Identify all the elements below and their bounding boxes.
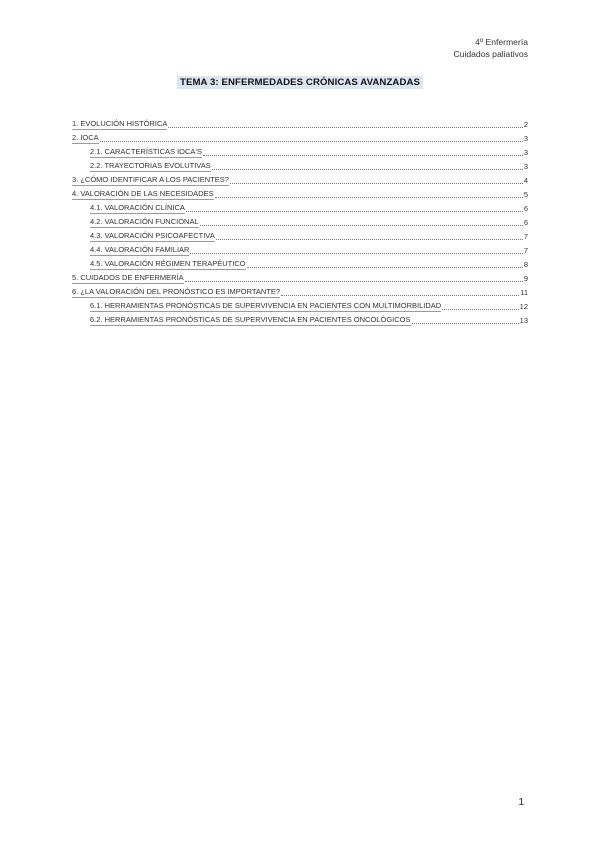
document-title-block <box>0 72 600 90</box>
toc-entry-label[interactable]: 4.4. VALORACIÓN FAMILIAR <box>90 245 190 254</box>
toc-entry[interactable] <box>72 158 528 172</box>
toc-dot-leader <box>412 313 519 324</box>
toc-entry-label[interactable]: 2.2. TRAYECTORIAS EVOLUTIVAS <box>90 161 211 170</box>
toc-entry-label[interactable]: 4.2. VALORACIÓN FUNCIONAL <box>90 217 199 226</box>
toc-entry-page[interactable]: 3 <box>523 162 528 171</box>
toc-entry-label[interactable]: 6. ¿LA VALORACIÓN DEL PRONÓSTICO ES IMPORTANTE? <box>72 287 281 296</box>
toc-entry-page[interactable]: 6 <box>523 218 528 227</box>
toc-entry-page[interactable]: 2 <box>523 120 528 129</box>
toc-entry-page[interactable]: 13 <box>519 316 528 325</box>
toc-dot-leader <box>168 117 522 128</box>
toc-entry[interactable] <box>72 130 528 144</box>
toc-entry[interactable] <box>72 298 528 312</box>
toc-entry[interactable] <box>72 186 528 200</box>
toc-entry-label[interactable]: 2.1. CARACTERÍSTICAS IOCA'S <box>90 147 202 156</box>
toc-entry-page[interactable]: 12 <box>519 302 528 311</box>
toc-dot-leader <box>281 285 519 296</box>
header-course-year: 4º Enfermería <box>475 37 528 47</box>
toc-dot-leader <box>216 229 523 240</box>
toc-entry-label[interactable]: 1. EVOLUCIÓN HISTÓRICA <box>72 119 168 128</box>
toc-entry-page[interactable]: 8 <box>523 260 528 269</box>
toc-entry[interactable] <box>72 228 528 242</box>
toc-entry-label[interactable]: 4.3. VALORACIÓN PSICOAFECTIVA <box>90 231 215 240</box>
toc-entry-page[interactable]: 9 <box>523 274 528 283</box>
toc-dot-leader <box>230 173 523 184</box>
toc-entry[interactable] <box>72 256 528 270</box>
toc-dot-leader <box>186 201 523 212</box>
toc-dot-leader <box>215 187 523 198</box>
toc-entry-page[interactable]: 7 <box>523 232 528 241</box>
toc-dot-leader <box>185 271 523 282</box>
toc-dot-leader <box>203 145 523 156</box>
toc-entry-page[interactable]: 4 <box>523 176 528 185</box>
toc-entry-label[interactable]: 6.2. HERRAMIENTAS PRONÓSTICAS DE SUPERVIVENCIA EN PACIENTES ONCOLÓGICOS <box>90 315 411 324</box>
toc-entry-label[interactable]: 3. ¿CÓMO IDENTIFICAR A LOS PACIENTES? <box>72 175 229 184</box>
toc-entry-page[interactable]: 6 <box>523 204 528 213</box>
toc-entry[interactable] <box>72 172 528 186</box>
toc-dot-leader <box>200 215 523 226</box>
toc-entry-page[interactable]: 3 <box>523 148 528 157</box>
document-title: TEMA 3: ENFERMEDADES CRÓNICAS AVANZADAS <box>177 76 423 89</box>
toc-entry-page[interactable]: 5 <box>523 190 528 199</box>
header-subject: Cuidados paliativos <box>453 49 528 59</box>
running-header <box>453 36 528 60</box>
toc-entry[interactable] <box>72 116 528 130</box>
toc-dot-leader <box>247 257 523 268</box>
toc-dot-leader <box>190 243 522 254</box>
toc-entry-label[interactable]: 4.1. VALORACIÓN CLÍNICA <box>90 203 185 212</box>
toc-dot-leader <box>442 299 518 310</box>
toc-dot-leader <box>212 159 523 170</box>
toc-dot-leader <box>100 131 523 142</box>
toc-entry[interactable] <box>72 270 528 284</box>
toc-entry-label[interactable]: 4.5. VALORACIÓN RÉGIMEN TERAPÉUTICO <box>90 259 246 268</box>
toc-entry[interactable] <box>72 214 528 228</box>
toc-entry-label[interactable]: 2. IOCA <box>72 133 99 142</box>
toc-entry-label[interactable]: 5. CUIDADOS DE ENFERMERÍA <box>72 273 184 282</box>
toc-entry-label[interactable]: 6.1. HERRAMIENTAS PRONÓSTICAS DE SUPERVIVENCIA EN PACIENTES CON MULTIMORBILIDAD <box>90 301 442 310</box>
toc-entry[interactable] <box>72 200 528 214</box>
table-of-contents <box>72 116 528 326</box>
toc-entry-label[interactable]: 4. VALORACIÓN DE LAS NECESIDADES <box>72 189 214 198</box>
toc-entry[interactable] <box>72 144 528 158</box>
toc-entry[interactable] <box>72 312 528 326</box>
toc-entry[interactable] <box>72 242 528 256</box>
toc-entry[interactable] <box>72 284 528 298</box>
page-number: 1 <box>518 797 524 808</box>
toc-entry-page[interactable]: 3 <box>523 134 528 143</box>
toc-entry-page[interactable]: 7 <box>523 246 528 255</box>
toc-entry-page[interactable]: 11 <box>520 288 528 297</box>
